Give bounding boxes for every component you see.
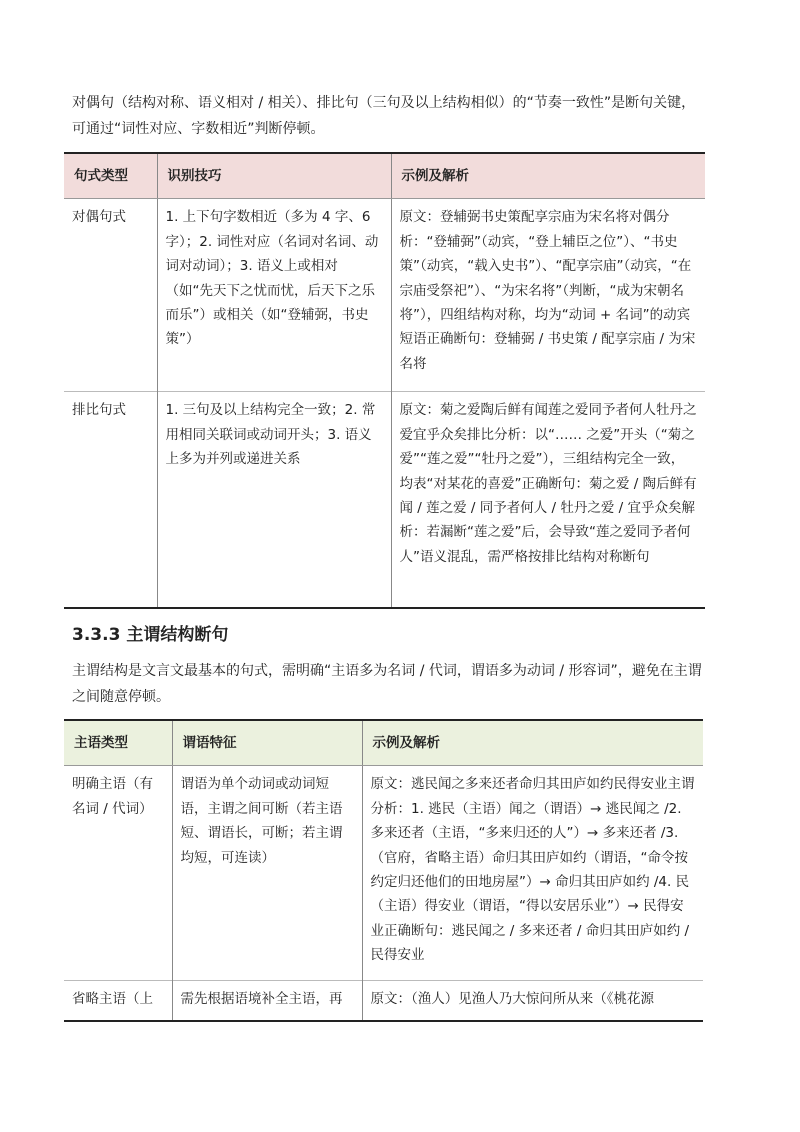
column-header: 谓语特征 [172,720,362,766]
table-header-row [64,720,703,766]
sentence-pattern-table [64,152,705,609]
section-heading: 3.3.3 主谓结构断句 [72,625,229,645]
column-header: 句式类型 [64,153,157,199]
column-header: 识别技巧 [157,153,391,199]
table-header-row [64,153,705,199]
sentence-type-cell: 排比句式 [64,392,157,608]
technique-cell: 1. 上下句字数相近（多为 4 字、6 字）；2. 词性对应（名词对名词、动词对动词）；3. 语义上或相对（如“先天下之忧而忧，后天下之乐而乐”）或相关（如“登辅弼，书史策”） [157,199,391,392]
section-paragraph: 主谓结构是文言文最基本的句式，需明确“主语多为名词 / 代词，谓语多为动词 / 形容词”，避免在主谓之间随意停顿。 [72,663,702,705]
example-cell: 原文：登辅弼书史策配享宗庙为宋名将对偶分析：“登辅弼”（动宾，“登上辅臣之位”）、“书史策”（动宾，“载入史书”）、“配享宗庙”（动宾，“在宗庙受祭祀”）、“为宋名将”（判断，“成为宋朝名将”），四组结构对称，均为“动词 + 名词”的动宾短语正确断句：登辅弼 / 书史策 / 配享宗庙 / 为宋名将 [391,199,705,392]
sentence-type-cell: 对偶句式 [64,199,157,392]
subject-predicate-table [64,719,703,1022]
column-header: 主语类型 [64,720,172,766]
table-row [64,981,703,1021]
table-row [64,392,705,608]
subject-type-cell: 省略主语（上 [64,981,172,1021]
predicate-feature-cell: 谓语为单个动词或动词短语，主谓之间可断（若主语短、谓语长，可断；若主谓均短，可连读） [172,766,362,981]
example-cell: 原文：菊之爱陶后鲜有闻莲之爱同予者何人牡丹之爱宜乎众矣排比分析：以“…… 之爱”开头（“菊之爱”“莲之爱”“牡丹之爱”），三组结构完全一致，均表“对某花的喜爱”正确断句：菊之爱 / 陶后鲜有闻 / 莲之爱 / 同予者何人 / 牡丹之爱 / 宜乎众矣解析：若漏断“莲之爱”后，会导致“莲之爱同予者何人”语义混乱，需严格按排比结构对称断句 [391,392,705,608]
column-header: 示例及解析 [362,720,703,766]
column-header: 示例及解析 [391,153,705,199]
example-cell: 原文：（渔人）见渔人乃大惊问所从来（《桃花源 [362,981,703,1021]
table-row [64,766,703,981]
predicate-feature-cell: 需先根据语境补全主语，再 [172,981,362,1021]
example-cell: 原文：逃民闻之多来还者命归其田庐如约民得安业主谓分析：1. 逃民（主语）闻之（谓语）→ 逃民闻之 /2. 多来还者（主语，“多来归还的人”）→ 多来还者 /3.（官府，省略主语）命归其田庐如约（谓语，“命令按约定归还他们的田地房屋”）→ 命归其田庐如约 /4. 民（主语）得安业（谓语，“得以安居乐业”）→ 民得安业正确断句：逃民闻之 / 多来还者 / 命归其田庐如约 / 民得安业 [362,766,703,981]
table-row [64,199,705,392]
subject-type-cell: 明确主语（有名词 / 代词） [64,766,172,981]
intro-paragraph: 对偶句（结构对称、语义相对 / 相关）、排比句（三句及以上结构相似）的“节奏一致性”是断句关键，可通过“词性对应、字数相近”判断停顿。 [72,95,696,137]
technique-cell: 1. 三句及以上结构完全一致；2. 常用相同关联词或动词开头；3. 语义上多为并列或递进关系 [157,392,391,608]
